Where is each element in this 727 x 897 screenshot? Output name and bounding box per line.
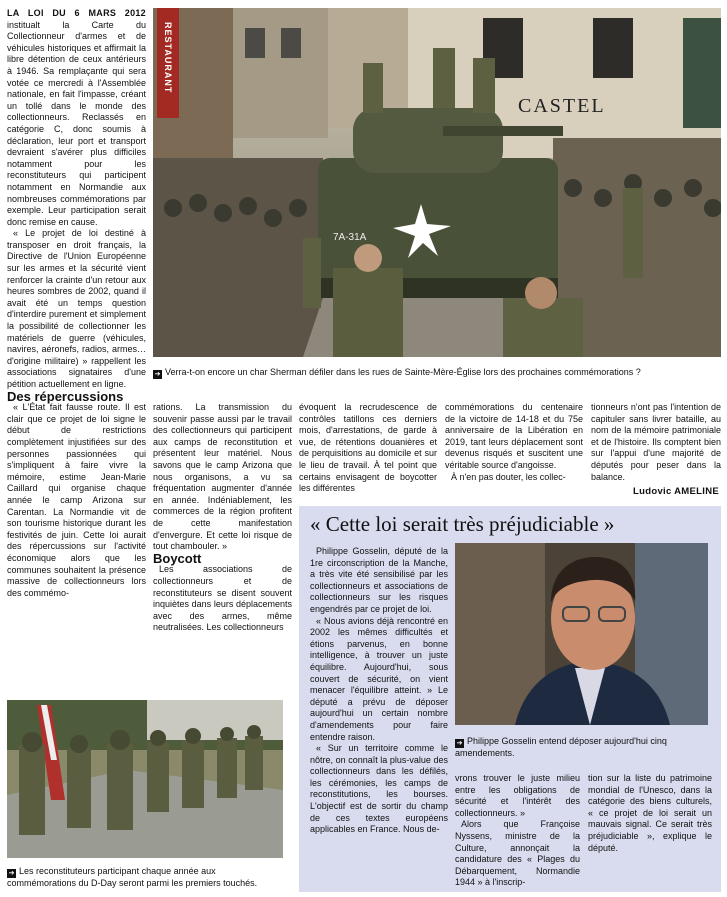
- middle-column-1: [153, 402, 292, 634]
- box-col3-para: tion sur la liste du patrimoine mondial de l'Unesco, dans la catégorie des biens culturels, « ce projet de loi serait un mauvais signal. Ce serait très préjudiciable », explique le député.: [588, 773, 712, 853]
- top-photo-caption: [153, 367, 721, 379]
- middle-col2-para: évoquent la recrudescence de contrôles tatillons ces derniers mois, d'arrestations, de garde à vue, de rétentions douanières et de perquisitions au domicile et sur le lieu de travail. À tel point que certains envisagent de boycotter les différentes: [299, 402, 437, 494]
- middle-column-2: [299, 402, 437, 495]
- portrait-caption-text: Philippe Gosselin entend déposer aujourd'hui cinq amendements.: [455, 736, 667, 758]
- bottom-caption-arrow-icon: ➔: [8, 870, 15, 877]
- bottom-photo-reenactors: [7, 700, 283, 858]
- lead-paragraph-3: « L'État fait fausse route. Il est clair que ce projet de loi signe le début de restrictions complètement injustifiées sur des personnes passionnées qui s'impliquent à faire vivre la mémoire, estime Jean-Marie Caillard qui organise chaque année le camp Arizona sur Carentan. La Normandie vit de son tourisme historique durant les festivités de juin. Cette loi aurait des répercussions sur l'activité économique alors que les communes souhaitent la présence massive de collectionneurs lors des commémo-: [7, 402, 146, 598]
- portrait-illustration: [455, 543, 708, 725]
- author-signature: Ludovic AMELINE: [633, 486, 719, 497]
- middle-col3-para-2: À n'en pas douter, les collec-: [451, 471, 566, 482]
- middle-column-4: [591, 402, 721, 483]
- tank-marking: 7A-31A: [333, 232, 367, 243]
- top-photo-sherman-tank: [153, 8, 721, 357]
- lead-paragraph-2: « Le projet de loi destiné à transposer en droit français, la Directive de l'Union Européenne sur les armes et la sécurité vient renforcer la crainte d'un retour aux heures sombres de 2002, quand il avait été un temps question d'interdire purement et simplement la possibilité de collectionner les matériels de guerre (véhicules, navires, aéronefs, radios, armes… d'origine militaire) » rappellent les associations signataires d'une pétition actuellement en ligne.: [7, 228, 146, 389]
- portrait-caption: [455, 736, 708, 759]
- box-col2-para-1: vrons trouver le juste milieu entre les obligations de sécurité et l'intérêt des collectionneurs. »: [455, 773, 580, 818]
- tank-parade-illustration: [153, 8, 721, 357]
- box-col1-para-2: « Nous avions déjà rencontré en 2002 les mêmes difficultés et étions parvenus, en bonne intelligence, à trouver un juste équilibre. Aujourd'hui, sous couvert de sécurité, on vient menacer l'équilibre atteint. » Le député a prévu de déposer aujourd'hui un certain nombre d'amendements pour faire entendre raison.: [310, 615, 448, 742]
- box-column-2: [455, 773, 580, 889]
- box-column-1: [310, 546, 448, 836]
- portrait-caption-arrow-icon: ➔: [456, 740, 463, 747]
- bottom-caption-text: Les reconstituteurs participant chaque année aux commémorations du D-Day seront parmi les premiers touchés.: [7, 866, 258, 888]
- box-col2-para-2: Alors que Françoise Nyssens, ministre de la Culture, annonçait la candidature des « Plages du Débarquement, Normandie 1944 » à l'inscrip-: [455, 819, 580, 888]
- subhead-boycott: Boycott: [153, 550, 202, 566]
- box-col1-para-1: Philippe Gosselin, député de la 1re circonscription de la Manche, a très vite été sensibilisé par les collectionneurs et associations de collectionneurs sur les risques engendrés par ce projet de loi.: [310, 546, 448, 614]
- subhead-repercussions: Des répercussions: [7, 388, 124, 404]
- lead-date-line: LA LOI DU 6 MARS 2012: [7, 8, 146, 18]
- middle-col3-para-1: commémorations du centenaire de la victoire de 14-18 et du 75e anniversaire de la Libération en 2019, tant leurs déplacement sont devenus risqués et suscitent une véritable source d'angoisse.: [445, 402, 583, 470]
- top-caption-text: Verra-t-on encore un char Sherman défiler dans les rues de Sainte-Mère-Église lors des prochaines commémorations ?: [165, 367, 641, 377]
- reenactors-illustration: [7, 700, 283, 858]
- middle-col1b-para: Les associations de collectionneurs et de reconstituteurs se disent souvent inquiètes dans leurs déplacements avec des armes, même neutralisées. Les collectionneurs: [153, 564, 292, 633]
- bottom-photo-caption: [7, 866, 283, 889]
- box-column-3: [588, 773, 712, 854]
- box-title: « Cette loi serait très préjudiciable »: [310, 512, 615, 536]
- middle-col1-para: rations. La transmission du souvenir passe aussi par le travail des collectionneurs qui participent aux camps de reconstitution et présentent leur matériel. Nous savons que le camp Arizona que nous organisons, a vu sa fréquentation augmenter d'année en année. Indéniablement, les commerces de la région profitent de cette manifestation d'envergure. Et cette loi risque de tout chambouler. »: [153, 402, 292, 552]
- middle-col4-para: tionneurs n'ont pas l'intention de capituler sans livrer bataille, au nom de la mémoire patrimoniale et de l'histoire. Ils comptent bien sur l'appui d'une majorité de députés pour peser dans la balance.: [591, 402, 721, 482]
- box-col1-para-3: « Sur un territoire comme le nôtre, on connaît la plus-value des collectionneurs dans les défilés, les cérémonies, les camps de reconstitutions, les bourses. L'objectif est de sortir du champ de ces textes européens applicables en France. Nous de-: [310, 743, 448, 835]
- restaurant-sign: RESTAURANT: [163, 22, 173, 94]
- caption-arrow-icon: ➔: [154, 371, 161, 378]
- lead-paragraph-1: institualt la Carte du Collectionneur d'armes et de véhicules historiques et affirmait la libre détention de ceux antérieurs à 1946. Sa remplaçante qui sera votée ce mercredi à l'Assemblée nationale, en fait l'impasse, créant un tollé dans le monde des collectionneurs. Reclassés en catégorie C, donc soumis à déclaration, leur port et transport devraient s'avérer plus difficiles notamment pour les reconstituteurs qui participent notamment en Normandie aux nombreuses commémorations par exemple. Leur participation serait donc remise en cause.: [7, 19, 146, 227]
- middle-column-3: [445, 402, 583, 483]
- lead-column: [7, 8, 146, 599]
- portrait-photo-gosselin: [455, 543, 708, 725]
- castel-sign: CASTEL: [518, 95, 606, 117]
